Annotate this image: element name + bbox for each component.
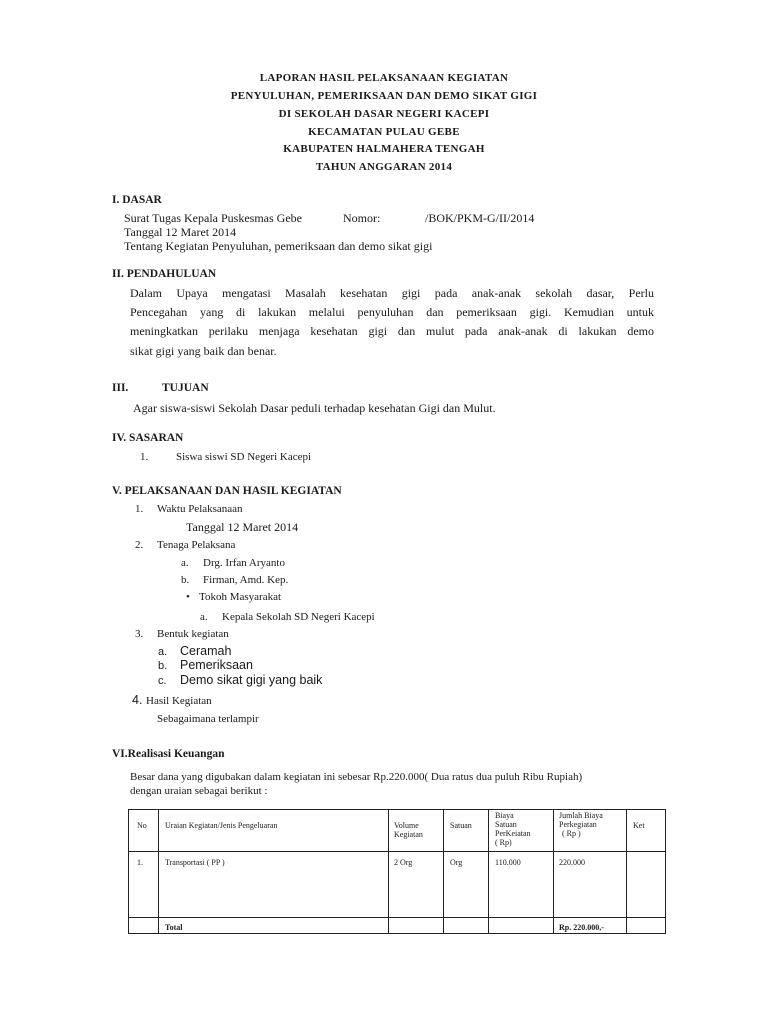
- td-volume: 2 Org: [394, 858, 413, 867]
- table-col-line: [388, 809, 389, 934]
- tujuan-text: Agar siswa-siswi Sekolah Dasar peduli terhadap kesehatan Gigi dan Mulut.: [133, 401, 496, 415]
- section-pelaksanaan-heading: V. PELAKSANAAN DAN HASIL KEGIATAN: [112, 485, 342, 497]
- pendahuluan-line-3: meningkatkan perilaku menjaga kesehatan gigi dan mulut pada anak-anak di lakukan demo: [130, 324, 654, 338]
- hasil-value: Sebagaimana terlampir: [157, 713, 259, 725]
- total-label: Total: [165, 923, 183, 932]
- th-satuan: Satuan: [450, 821, 472, 830]
- dasar-tanggal: Tanggal 12 Maret 2014: [124, 225, 237, 239]
- title-line-1: LAPORAN HASIL PELAKSANAAN KEGIATAN: [259, 72, 509, 84]
- bentuk-number: 3.: [135, 628, 144, 640]
- table-border-bottom: [128, 933, 666, 934]
- td-jumlah: 220.000: [559, 858, 585, 867]
- th-jumlah-3: ( Rp ): [562, 829, 581, 838]
- th-biaya-1: Biaya: [495, 811, 514, 820]
- tenaga-a: Drg. Irfan Aryanto: [203, 557, 285, 569]
- th-no: No: [137, 821, 147, 830]
- title-line-3: DI SEKOLAH DASAR NEGERI KACEPI: [278, 108, 490, 120]
- table-row-divider: [128, 917, 666, 918]
- waktu-label: Waktu Pelaksanaan: [157, 503, 243, 515]
- td-uraian: Transportasi ( PP ): [165, 858, 225, 867]
- bentuk-c-mark: c.: [158, 675, 167, 687]
- table-col-line: [443, 809, 444, 934]
- bentuk-a-mark: a.: [158, 646, 168, 658]
- th-uraian: Uraian Kegiatan/Jenis Pengeluaran: [165, 821, 278, 830]
- title-line-6: TAHUN ANGGARAN 2014: [315, 161, 453, 173]
- bentuk-c: Demo sikat gigi yang baik: [180, 673, 323, 687]
- th-jumlah-1: Jumlah Biaya: [559, 811, 603, 820]
- bentuk-label: Bentuk kegiatan: [157, 628, 229, 640]
- th-jumlah-2: Perkegiatan: [559, 820, 597, 829]
- realisasi-line-2: dengan uraian sebagai berikut :: [130, 785, 268, 797]
- tenaga-b-mark: b.: [181, 574, 190, 586]
- waktu-value: Tanggal 12 Maret 2014: [186, 520, 299, 534]
- table-col-line: [488, 809, 489, 934]
- title-line-5: KABUPATEN HALMAHERA TENGAH: [283, 143, 485, 155]
- th-biaya-4: ( Rp): [495, 838, 512, 847]
- sasaran-item: Siswa siswi SD Negeri Kacepi: [176, 451, 312, 463]
- tenaga-b: Firman, Amd. Kep.: [203, 574, 289, 586]
- tokoh-a-mark: a.: [200, 611, 208, 623]
- realisasi-line-1: Besar dana yang digubakan dalam kegiatan ini sebesar Rp.220.000( Dua ratus dua puluh Ribu Rupiah): [130, 771, 583, 783]
- section-pendahuluan-heading: II. PENDAHULUAN: [112, 268, 217, 280]
- tenaga-label: Tenaga Pelaksana: [157, 539, 236, 551]
- title-line-4: KECAMATAN PULAU GEBE: [308, 126, 460, 138]
- th-volume-1: Volume: [394, 821, 419, 830]
- hasil-number: 4.: [132, 693, 143, 707]
- th-ket: Ket: [633, 821, 645, 830]
- td-biaya: 110.000: [495, 858, 521, 867]
- sasaran-item-number: 1.: [140, 451, 149, 463]
- pendahuluan-line-4: sikat gigi yang baik dan benar.: [130, 344, 277, 358]
- tenaga-a-mark: a.: [181, 557, 189, 569]
- table-col-line: [128, 809, 129, 934]
- title-line-2: PENYULUHAN, PEMERIKSAAN DAN DEMO SIKAT GIGI: [230, 90, 538, 102]
- table-col-line: [553, 809, 554, 934]
- tokoh-label: Tokoh Masyarakat: [199, 591, 282, 603]
- bentuk-b: Pemeriksaan: [180, 658, 253, 672]
- th-volume-2: Kegiatan: [394, 830, 423, 839]
- section-realisasi-heading: VI.Realisasi Keuangan: [112, 748, 225, 760]
- hasil-label: Hasil Kegiatan: [146, 695, 212, 707]
- tokoh-a: Kepala Sekolah SD Negeri Kacepi: [222, 611, 375, 623]
- th-biaya-3: PerKeiatan: [495, 829, 531, 838]
- tenaga-number: 2.: [135, 539, 144, 551]
- tokoh-bullet: •: [186, 591, 190, 603]
- td-satuan: Org: [450, 858, 463, 867]
- dasar-nomor-label: Nomor:: [343, 211, 381, 225]
- table-col-line: [626, 809, 627, 934]
- th-biaya-2: Satuan: [495, 820, 517, 829]
- table-border-top: [128, 809, 666, 810]
- section-sasaran-heading: IV. SASARAN: [112, 432, 184, 444]
- pendahuluan-line-2: Pencegahan yang di lakukan melalui penyuluhan dan pemeriksaan gigi. Kemudian untuk: [130, 305, 654, 319]
- pendahuluan-line-1: Dalam Upaya mengatasi Masalah kesehatan gigi pada anak-anak sekolah dasar, Perlu: [130, 286, 654, 300]
- waktu-number: 1.: [135, 503, 144, 515]
- table-header-divider: [128, 851, 666, 852]
- td-no: 1.: [137, 858, 143, 867]
- table-col-line: [665, 809, 666, 934]
- bentuk-b-mark: b.: [158, 660, 168, 672]
- section-tujuan-number: III.: [112, 382, 129, 394]
- dasar-surat-tugas: Surat Tugas Kepala Puskesmas Gebe: [124, 211, 302, 225]
- dasar-nomor-value: /BOK/PKM-G/II/2014: [425, 211, 535, 225]
- section-tujuan-heading: TUJUAN: [162, 382, 209, 394]
- bentuk-a: Ceramah: [180, 644, 232, 658]
- table-col-line: [158, 809, 159, 934]
- section-dasar-heading: I. DASAR: [112, 194, 162, 206]
- total-value: Rp. 220.000,-: [559, 923, 604, 932]
- dasar-tentang: Tentang Kegiatan Penyuluhan, pemeriksaan dan demo sikat gigi: [124, 239, 433, 253]
